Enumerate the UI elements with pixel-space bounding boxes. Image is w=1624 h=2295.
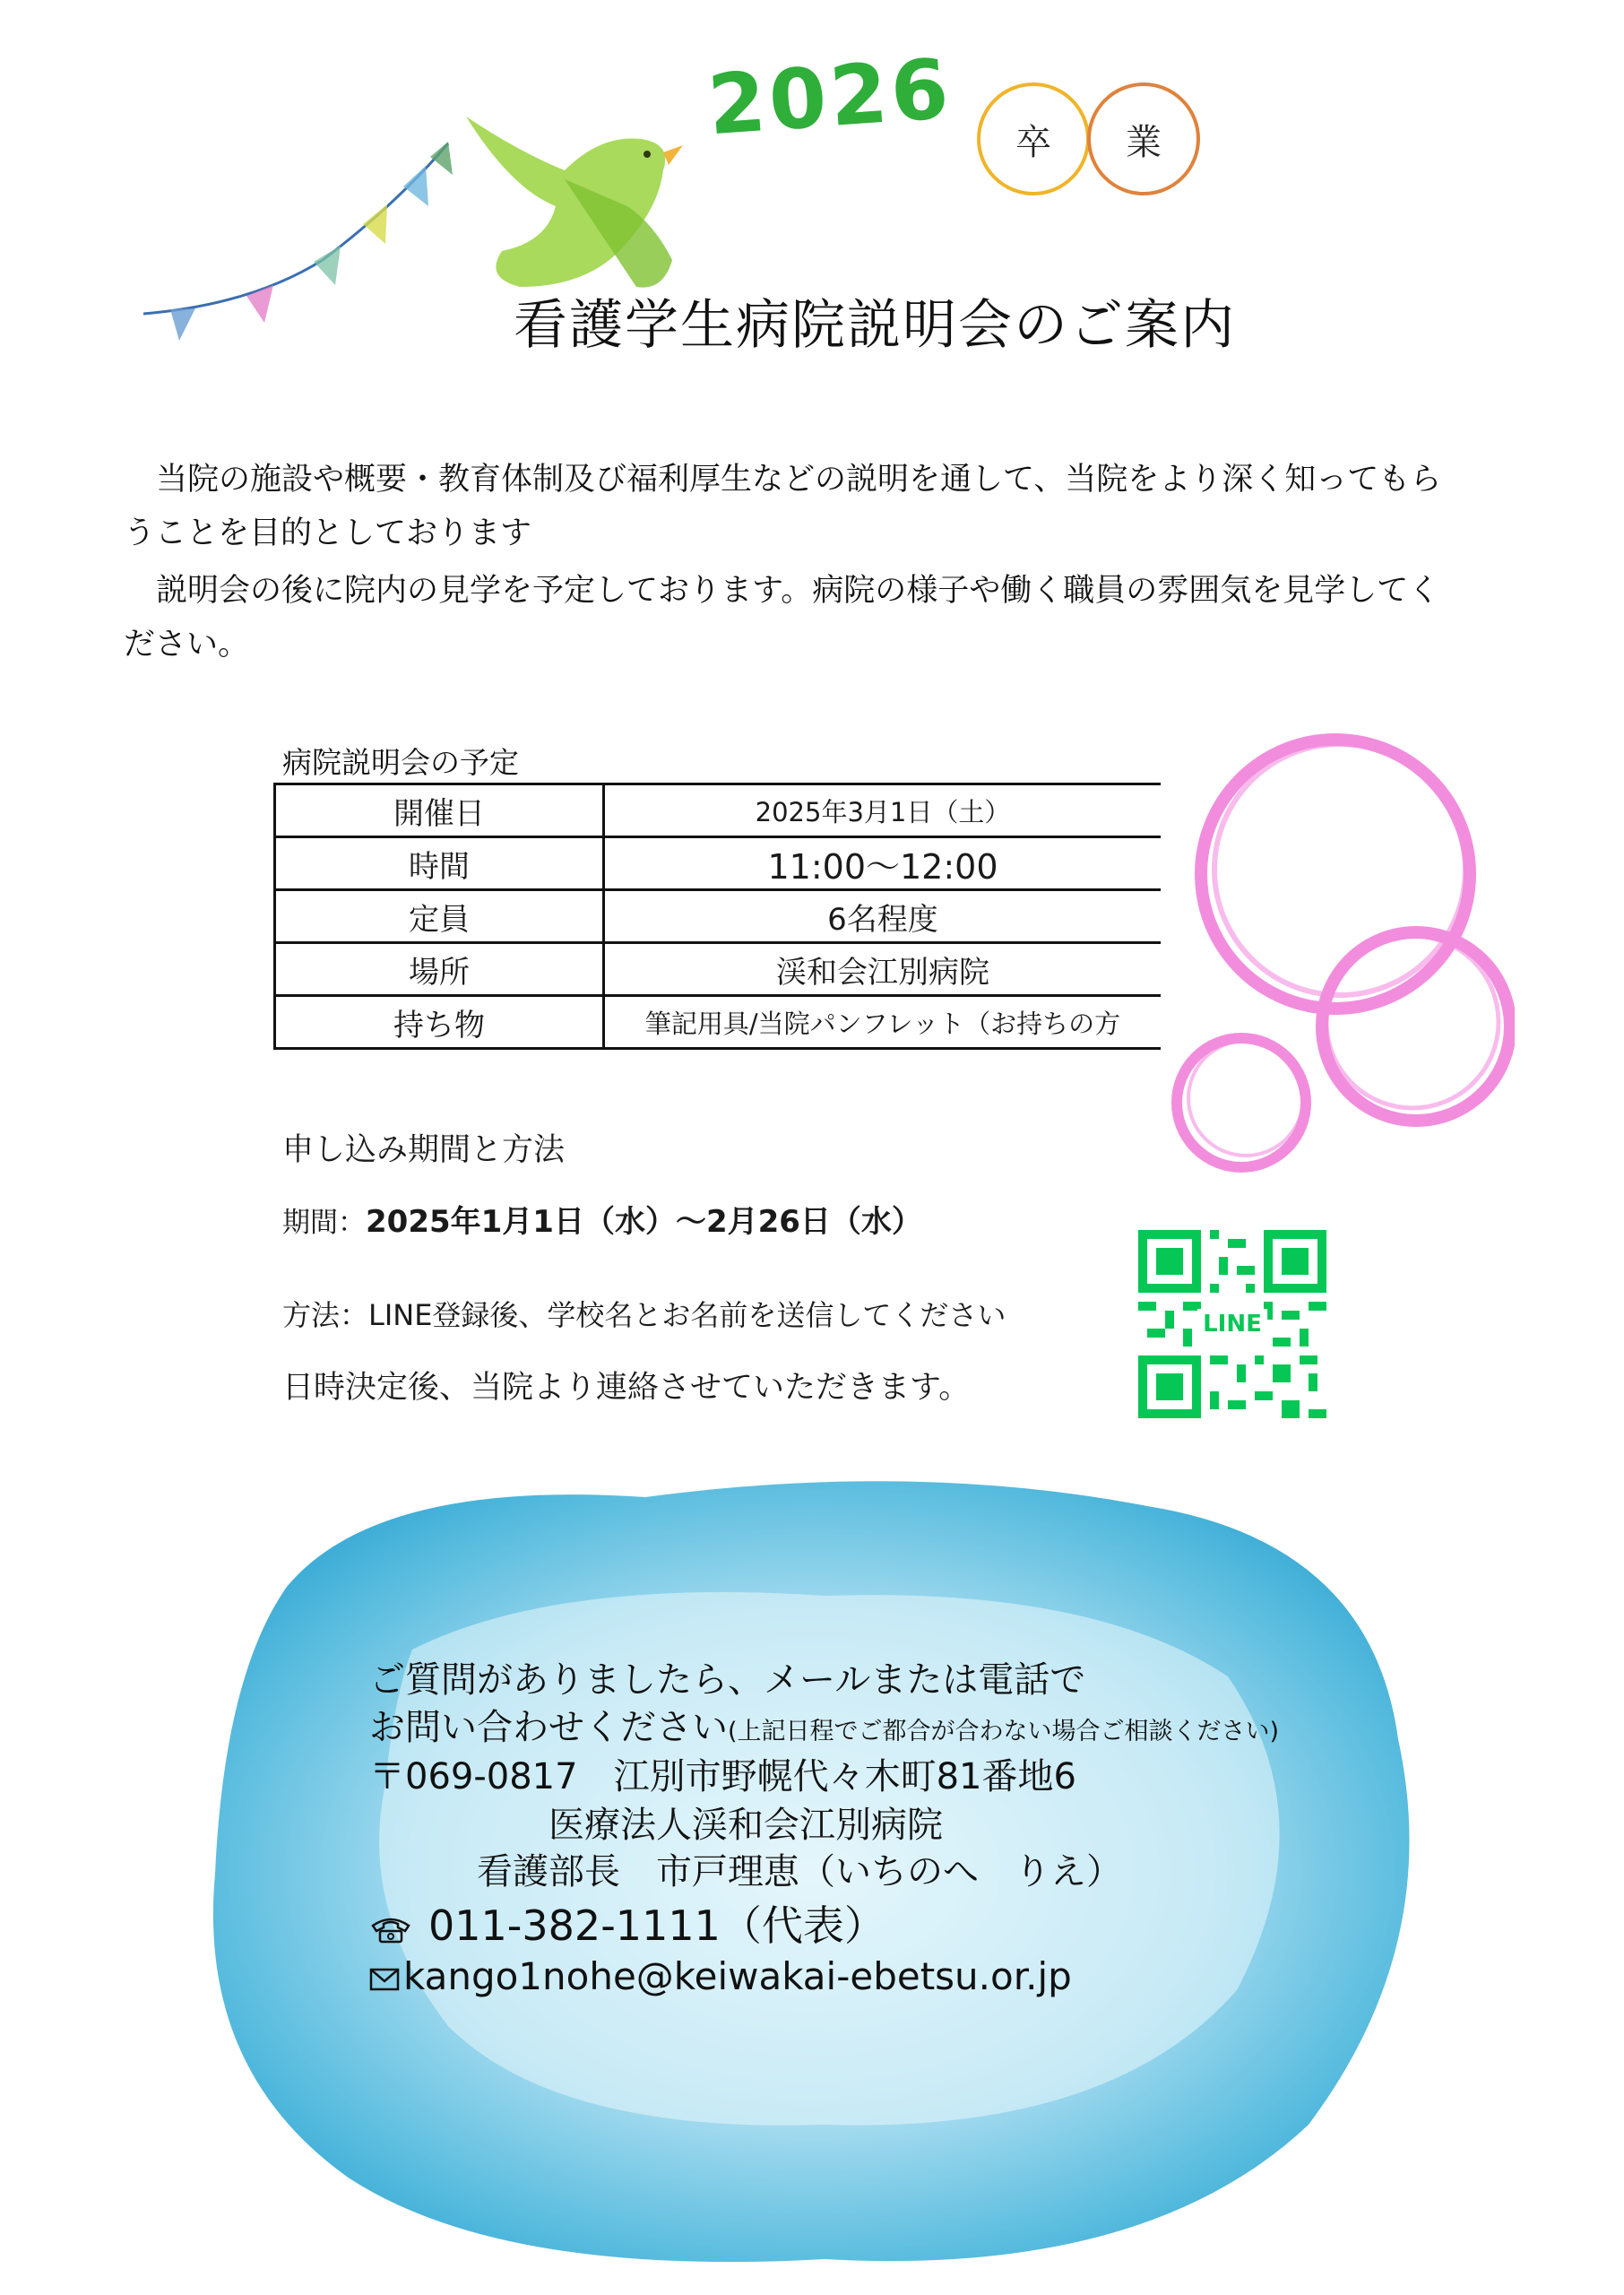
table-key: 定員 (275, 890, 604, 943)
application-followup: 日時決定後、当院より連絡させていただきます。 (282, 1370, 971, 1406)
table-row (275, 890, 1162, 943)
page-title: 看護学生病院説明会のご案内 (514, 294, 1236, 357)
period-value: 2025年1月1日（水）〜2月26日（水） (366, 1204, 922, 1240)
graduation-badge-2: 業 (1087, 82, 1200, 195)
table-value: 渓和会江別病院 (604, 943, 1162, 996)
table-key: 場所 (275, 943, 604, 996)
table-value: 11:00〜12:00 (604, 837, 1162, 890)
intro-text (124, 453, 1468, 675)
intro-paragraph-2: 説明会の後に院内の見学を予定しております。病院の様子や働く職員の雰囲気を見学してください。 (124, 573, 1440, 663)
table-key: 持ち物 (275, 996, 604, 1049)
table-row (275, 837, 1162, 890)
schedule-table (273, 783, 1161, 1050)
phone-icon (369, 1913, 412, 1945)
mail-icon (369, 1968, 400, 1991)
application-method: 方法：LINE登録後、学校名とお名前を送信してください (282, 1298, 1006, 1332)
line-qr-code[interactable] (1138, 1230, 1326, 1418)
table-row (275, 996, 1162, 1049)
qr-line-label: LINE (1197, 1309, 1267, 1339)
table-value: 筆記用具/当院パンフレット（お持ちの方 (604, 996, 1162, 1049)
intro-paragraph-1: 当院の施設や概要・教育体制及び福利厚生などの説明を通して、当院をより深く知ってもらうことを目的としております (124, 462, 1442, 551)
table-value: 2025年3月1日（土） (604, 784, 1162, 837)
table-row (275, 784, 1162, 837)
graduation-badge-1: 卒 (977, 82, 1090, 195)
table-value: 6名程度 (604, 890, 1162, 943)
period-label: 期間： (282, 1207, 366, 1239)
contact-intro: ご質問がありましたら、メールまたは電話で (369, 1659, 1086, 1701)
contact-inquiry-note: (上記日程でご都合が合わない場合ご相談ください) (728, 1718, 1280, 1745)
contact-email-address: kango1nohe@keiwakai-ebetsu.or.jp (403, 1954, 1072, 1998)
contact-address: 〒069-0817 江別市野幌代々木町81番地6 (369, 1756, 1076, 1797)
application-heading: 申し込み期間と方法 (282, 1132, 566, 1168)
pink-rings-decoration (1156, 726, 1515, 1201)
table-key: 開催日 (275, 784, 604, 837)
application-period (282, 1197, 922, 1241)
bird-illustration (448, 99, 708, 305)
contact-inquiry-text: お問い合わせください (369, 1707, 728, 1748)
year-heading: 2026 (704, 40, 955, 154)
contact-person: 看護部長 市戸理恵（いちのへ りえ） (477, 1851, 1122, 1892)
contact-inquiry (369, 1699, 1279, 1750)
contact-phone[interactable] (369, 1893, 885, 1953)
contact-phone-number: 011-382-1111（代表） (428, 1901, 885, 1950)
table-key: 時間 (275, 837, 604, 890)
contact-email[interactable] (369, 1954, 1072, 1998)
schedule-label: 病院説明会の予定 (282, 745, 519, 780)
table-row (275, 943, 1162, 996)
contact-organization: 医療法人渓和会江別病院 (549, 1805, 943, 1846)
